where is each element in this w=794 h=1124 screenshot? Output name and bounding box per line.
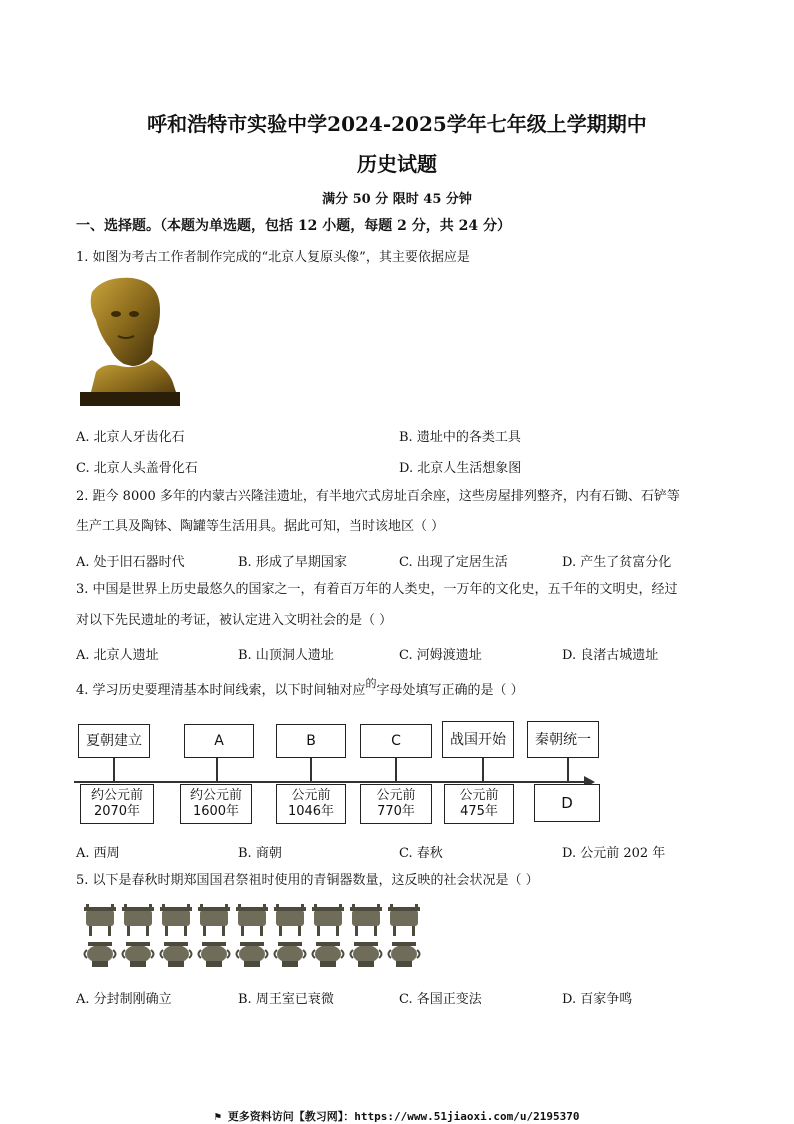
ding-vessel <box>390 910 418 926</box>
date-line1: 公元前 <box>376 788 416 803</box>
q4-option-a: A. 西周 <box>76 846 120 861</box>
date-line2: 475年 <box>460 804 498 819</box>
q5-option-a: A. 分封制刚确立 <box>76 992 172 1007</box>
date-line1: 公元前 <box>291 788 331 803</box>
q1-option-c: C. 北京人头盖骨化石 <box>76 461 198 476</box>
timeline-date-d: D <box>534 784 600 822</box>
gui-vessel <box>353 945 379 963</box>
footer-text: 更多资料访问【教习网】：https://www.51jiaoxi.com/u/2195370 <box>227 1110 580 1123</box>
timeline-top-warring-states: 战国开始 <box>442 721 514 758</box>
ding-vessel <box>86 910 114 926</box>
q4-stem-small: 的 <box>365 677 377 690</box>
timeline-date-warring-states <box>444 784 514 824</box>
flag-icon: ⚑ <box>214 1110 222 1123</box>
date-line1: 约公元前 <box>90 788 143 803</box>
exam-info: 满分 50 分 限时 45 分钟 <box>322 192 472 207</box>
ding-vessel <box>276 910 304 926</box>
timeline-date-c <box>360 784 432 824</box>
gui-vessel <box>125 945 151 963</box>
bronze-vessels-image <box>78 904 424 970</box>
q2-option-b: B. 形成了早期国家 <box>238 555 347 570</box>
exam-title: 呼和浩特市实验中学2024-2025学年七年级上学期期中 <box>147 112 647 136</box>
q1-option-b: B. 遗址中的各类工具 <box>399 430 521 445</box>
timeline-tick <box>482 757 484 783</box>
ding-vessel <box>314 910 342 926</box>
date-line1: 公元前 <box>459 788 499 803</box>
q4-stem-part1: 4. 学习历史要理清基本时间线索，以下时间轴对应 <box>76 683 366 698</box>
q2-option-a: A. 处于旧石器时代 <box>76 555 185 570</box>
section-heading: 一、选择题。（本题为单选题，包括 12 小题，每题 2 分，共 24 分） <box>76 218 511 234</box>
q2-option-c: C. 出现了定居生活 <box>399 555 508 570</box>
q3-option-a: A. 北京人遗址 <box>76 648 159 663</box>
q2-stem-line1: 2. 距今 8000 多年的内蒙古兴隆洼遗址，有半地穴式房址百余座，这些房屋排列整齐，内有石锄、石铲等 <box>76 489 680 504</box>
date-line2: 2070年 <box>93 804 141 819</box>
timeline-axis <box>74 781 586 783</box>
gui-vessel <box>87 945 113 963</box>
q2-stem-line2: 生产工具及陶钵、陶罐等生活用具。据此可知，当时该地区（ ） <box>76 519 445 534</box>
q1-stem: 1. 如图为考古工作者制作完成的“北京人复原头像”，其主要依据应是 <box>76 250 470 265</box>
q4-option-d: D. 公元前 202 年 <box>562 846 666 861</box>
date-line2: 1600年 <box>192 804 240 819</box>
ding-vessel <box>200 910 228 926</box>
gui-vessel <box>391 945 417 963</box>
q4-stem-part2: 字母处填写正确的是（ ） <box>376 683 524 698</box>
ding-vessel <box>124 910 152 926</box>
timeline-top-c: C <box>360 724 432 758</box>
q2-option-d: D. 产生了贫富分化 <box>562 555 672 570</box>
q4-stem <box>76 677 524 699</box>
q5-option-d: D. 百家争鸣 <box>562 992 633 1007</box>
q4-option-c: C. 春秋 <box>399 846 443 861</box>
gui-vessel <box>277 945 303 963</box>
ding-vessel <box>162 910 190 926</box>
gui-vessel <box>315 945 341 963</box>
timeline-top-b: B <box>276 724 346 758</box>
date-line2: 1046年 <box>287 804 335 819</box>
q1-option-d: D. 北京人生活想象图 <box>399 461 522 476</box>
date-line1: 约公元前 <box>189 788 242 803</box>
date-line2: 770年 <box>377 804 415 819</box>
ding-vessel <box>352 910 380 926</box>
timeline-date-xia <box>80 784 154 824</box>
gui-vessel <box>239 945 265 963</box>
timeline-tick <box>567 757 569 783</box>
q5-stem: 5. 以下是春秋时期郑国国君祭祖时使用的青铜器数量，这反映的社会状况是（ ） <box>76 873 539 888</box>
q3-option-b: B. 山顶洞人遗址 <box>238 648 334 663</box>
q4-option-b: B. 商朝 <box>238 846 282 861</box>
timeline-tick <box>395 757 397 783</box>
gui-vessel <box>201 945 227 963</box>
timeline-tick <box>310 757 312 783</box>
exam-subject: 历史试题 <box>357 152 437 176</box>
timeline-top-xia: 夏朝建立 <box>78 724 150 758</box>
timeline-tick <box>113 757 115 783</box>
q3-stem-line2: 对以下先民遗址的考证，被认定进入文明社会的是（ ） <box>76 613 393 628</box>
q5-option-c: C. 各国正变法 <box>399 992 482 1007</box>
timeline-top-qin: 秦朝统一 <box>527 721 599 758</box>
q1-option-a: A. 北京人牙齿化石 <box>76 430 185 445</box>
peking-man-bust-image <box>74 274 184 408</box>
ding-vessel <box>238 910 266 926</box>
timeline-date-a <box>180 784 252 824</box>
gui-vessel <box>163 945 189 963</box>
timeline-top-a: A <box>184 724 254 758</box>
timeline-date-b <box>276 784 346 824</box>
q3-option-d: D. 良渚古城遗址 <box>562 648 659 663</box>
q3-stem-line1: 3. 中国是世界上历史最悠久的国家之一，有着百万年的人类史，一万年的文化史，五千年的文明史，经过 <box>76 582 678 597</box>
footer-link[interactable] <box>0 1108 794 1124</box>
q5-option-b: B. 周王室已衰微 <box>238 992 334 1007</box>
timeline-tick <box>216 757 218 783</box>
q3-option-c: C. 河姆渡遗址 <box>399 648 482 663</box>
